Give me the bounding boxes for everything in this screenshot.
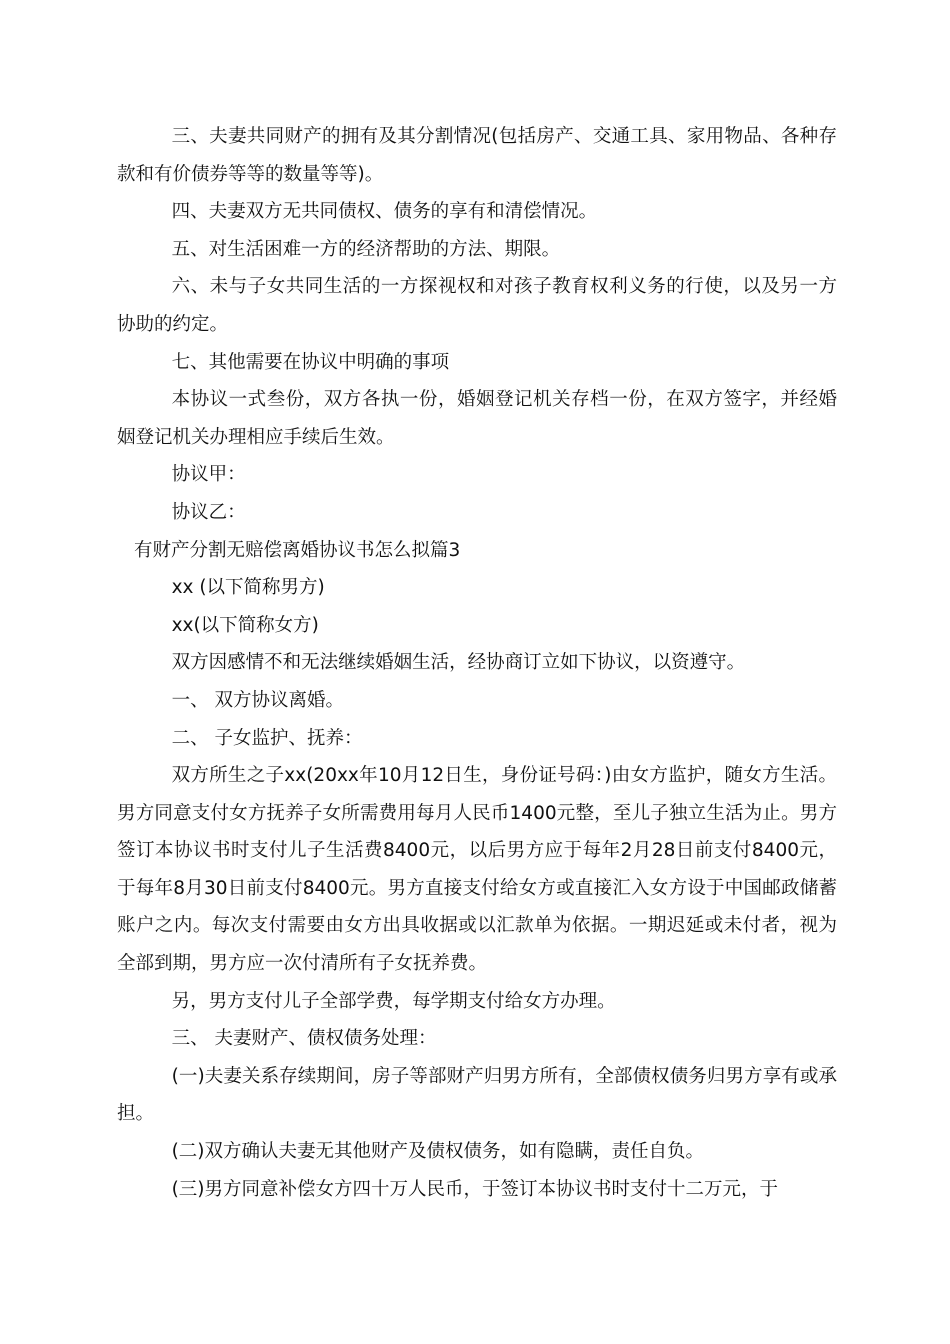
signature-party-a: 协议甲： — [171, 464, 246, 486]
paragraph-visitation: 六、未与子女共同生活的一方探视权和对孩子教育权利义务的行使，以及另一方协助的约定。 — [117, 276, 837, 335]
paragraph-copies: 本协议一式叁份，双方各执一份，婚姻登记机关存档一份，在双方签字，并经婚姻登记机关办理相应手续后生效。 — [117, 389, 837, 448]
document-body — [117, 118, 837, 1208]
clause-custody-heading: 二、 子女监护、抚养： — [171, 727, 363, 749]
paragraph-debts: 四、夫妻双方无共同债权、债务的享有和清偿情况。 — [171, 201, 598, 223]
clause-divorce: 一、 双方协议离婚。 — [171, 689, 344, 711]
signature-party-b: 协议乙： — [171, 501, 246, 523]
clause-property-1: (一)夫妻关系存续期间，房子等部财产归男方所有，全部债权债务归男方享有或承担。 — [117, 1065, 837, 1125]
clause-property-2: (二)双方确认夫妻无其他财产及债权债务，如有隐瞒，责任自负。 — [171, 1141, 705, 1163]
clause-property-3: (三)男方同意补偿女方四十万人民币，于签订本协议书时支付十二万元，于 — [171, 1178, 779, 1200]
section-heading: 有财产分割无赔偿离婚协议书怎么拟篇3 — [134, 539, 461, 561]
clause-custody-body: 双方所生之子xx(20xx年10月12日生，身份证号码：)由女方监护，随女方生活。男方同意支付女方抚养子女所需费用每月人民币1400元整，至儿子独立生活为止。男方签订本协议书时支付儿子生活费8400元，以后男方应于每年2月28日前支付8400元，于每年8月30日前支付8400元。男方直接支付给女方或直接汇入女方设于中国邮政储蓄账户之内。每次支付需要由女方出具收据或以汇款单为依据。一期迟延或未付者，视为全部到期，男方应一次付清所有子女抚养费。 — [117, 765, 837, 975]
paragraph-economic-help: 五、对生活困难一方的经济帮助的方法、期限。 — [171, 238, 561, 260]
paragraph-other-matters: 七、其他需要在协议中明确的事项 — [171, 351, 450, 373]
paragraph-preamble: 双方因感情不和无法继续婚姻生活，经协商订立如下协议，以资遵守。 — [171, 652, 746, 674]
clause-property-heading: 三、 夫妻财产、债权债务处理： — [171, 1028, 437, 1050]
party-female: xx(以下简称女方) — [171, 614, 319, 636]
paragraph-joint-property: 三、夫妻共同财产的拥有及其分割情况(包括房产、交通工具、家用物品、各种存款和有价债券等等的数量等等)。 — [117, 126, 837, 185]
party-male: xx (以下简称男方) — [171, 577, 325, 599]
clause-tuition: 另，男方支付儿子全部学费，每学期支付给女方办理。 — [171, 990, 616, 1012]
